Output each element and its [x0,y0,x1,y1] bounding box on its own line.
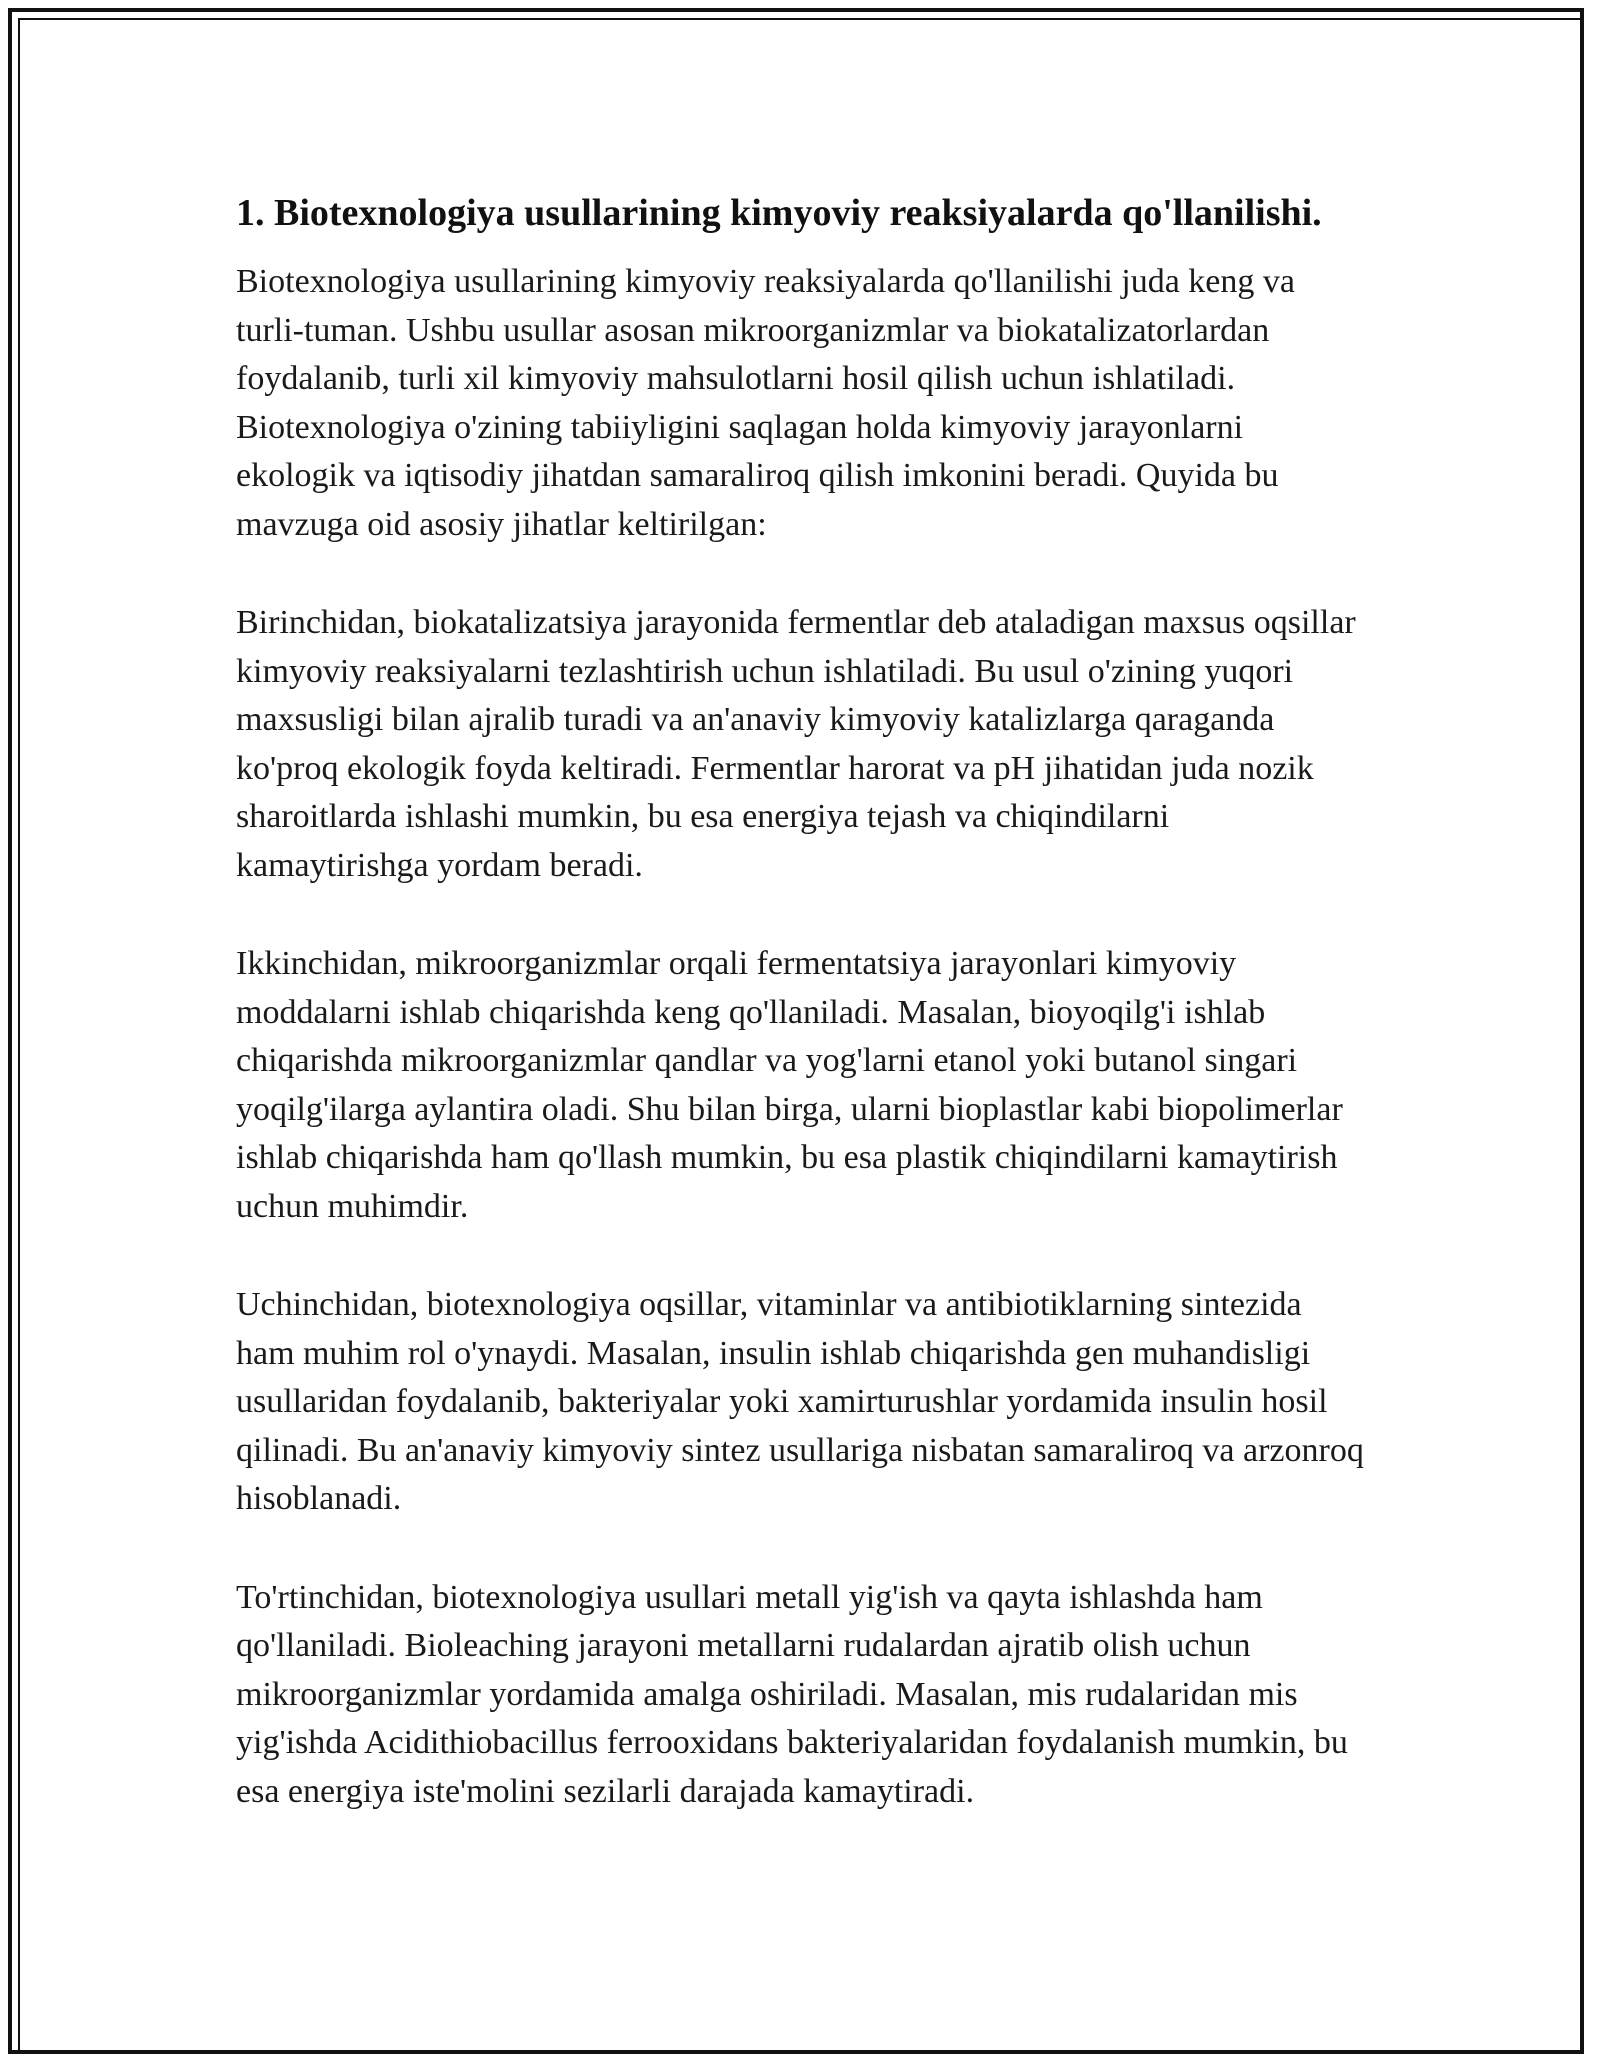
paragraph-fourth-point: To'rtinchidan, biotexnologiya usullari metall yig'ish va qayta ishlashda ham qo'llaniladi. Bioleaching jarayoni metallarni rudalardan ajratib olish uchun mikroorganizmlar yordamida amalga oshiriladi. Masalan, mis rudalaridan mis yig'ishda Acidithiobacillus ferrooxidans bakteriyalaridan foydalanish mumkin, bu esa energiya iste'molini sezilarli darajada kamaytiradi. [236,1578,1348,1810]
paragraph-first-point: Birinchidan, biokatalizatsiya jarayonida fermentlar deb ataladigan maxsus oqsillar kimyoviy reaksiyalarni tezlashtirish uchun ishlatiladi. Bu usul o'zining yuqori maxsusligi bilan ajralib turadi va an'anaviy kimyoviy katalizlarga qaraganda ko'proq ekologik foyda keltiradi. Fermentlar harorat va pH jihatidan juda nozik sharoitlarda ishlashi mumkin, bu esa energiya tejash va chiqindilarni kamaytirishga yordam beradi. [236,604,1356,884]
paragraph-second-point: Ikkinchidan, mikroorganizmlar orqali fermentatsiya jarayonlari kimyoviy moddalarni ishlab chiqarishda keng qo'llaniladi. Masalan, bioyoqilg'i ishlab chiqarishda mikroorganizmlar qandlar va yog'larni etanol yoki butanol singari yoqilg'ilarga aylantira oladi. Shu bilan birga, ularni bioplastlar kabi biopolimerlar ishlab chiqarishda ham qo'llash mumkin, bu esa plastik chiqindilarni kamaytirish uchun muhimdir. [236,945,1343,1225]
document-body [236,186,1366,1816]
section-heading: 1. Biotexnologiya usullarining kimyoviy reaksiyalarda qo'llanilishi. [236,192,1322,234]
paragraph-intro: Biotexnologiya usullarining kimyoviy reaksiyalarda qo'llanilishi juda keng va turli-tuman. Ushbu usullar asosan mikroorganizmlar va biokatalizatorlardan foydalanib, turli xil kimyoviy mahsulotlarni hosil qilish uchun ishlatiladi. Biotexnologiya o'zining tabiiyligini saqlagan holda kimyoviy jarayonlarni ekologik va iqtisodiy jihatdan samaraliroq qilish imkonini beradi. Quyida bu mavzuga oid asosiy jihatlar keltirilgan: [236,263,1295,543]
paragraph-third-point: Uchinchidan, biotexnologiya oqsillar, vitaminlar va antibiotiklarning sintezida ham muhim rol o'ynaydi. Masalan, insulin ishlab chiqarishda gen muhandisligi usullaridan foydalanib, bakteriyalar yoki xamirturushlar yordamida insulin hosil qilinadi. Bu an'anaviy kimyoviy sintez usullariga nisbatan samaraliroq va arzonroq hisoblanadi. [236,1286,1364,1517]
